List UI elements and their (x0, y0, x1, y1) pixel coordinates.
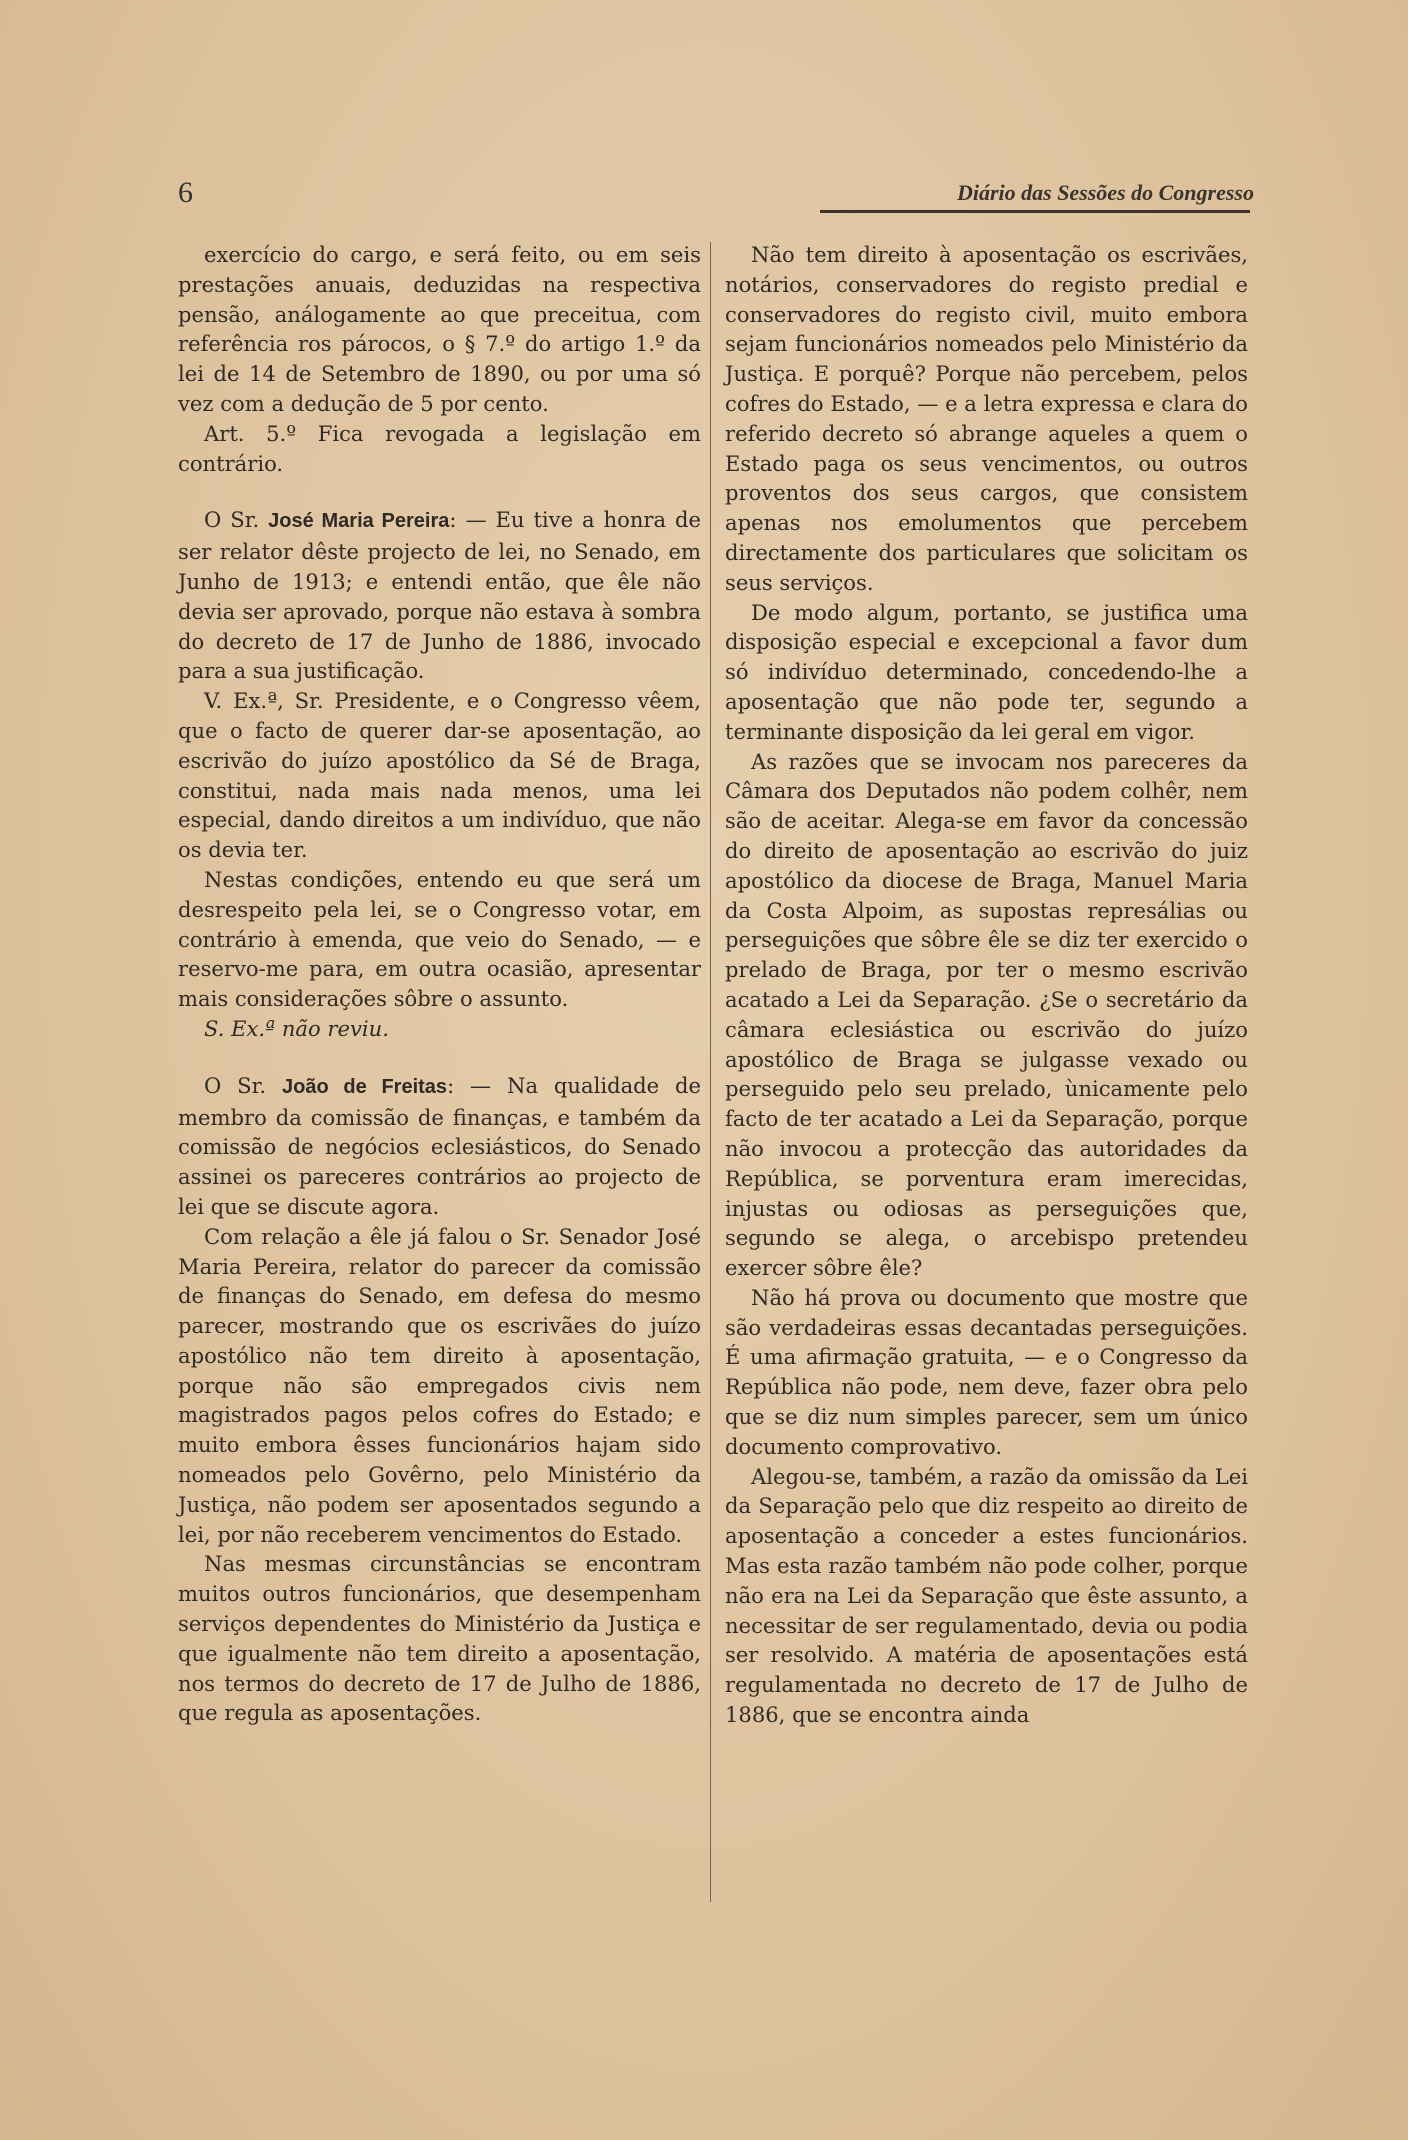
speaker-name: João de Freitas (281, 1075, 448, 1098)
right-column (725, 240, 1248, 1730)
left-column (178, 240, 701, 1728)
column-divider (710, 242, 711, 1902)
speech-opening (178, 505, 701, 686)
paragraph: As razões que se invocam nos pareceres da Câmara dos Deputados não podem colhêr, nem são de aceitar. Alega-se em favor da concessão do direito de aposentação ao escrivão do juiz apostólico da diocese de Braga, Manuel Maria da Costa Alpoim, as supostas represálias ou perseguições que sôbre êle se diz ter exercido o prelado de Braga, por ter o mesmo escrivão acatado a Lei da Separação. ¿Se o secretário da câmara eclesiástica ou escrivão do juízo apostólico de Braga se julgasse vexado ou perseguido pelo seu prelado, ùnicamente pelo facto de ter acatado a Lei da Separação, porque não invocou a protecção das autoridades da República, se porventura eram imerecidas, injustas ou odiosas as perseguições que, segundo se alega, o arcebispo pretendeu exercer sôbre êle? (725, 748, 1248, 1281)
paragraph: Não há prova ou documento que mostre que são verdadeiras essas decantadas perseguições. É uma afirmação gratuita, — e o Congresso da República não pode, nem deve, fazer obra pelo que se diz num simples parecer, sem um único documento comprovativo. (725, 1284, 1248, 1459)
speaker-name: José Maria Pereira (268, 510, 450, 533)
paragraph: De modo algum, portanto, se justifica uma disposição especial e excepcional a favor dum só indivíduo determinado, concedendo-lhe a aposentação que não pode ter, segundo a terminante disposição da lei geral em vigor. (725, 599, 1248, 744)
paragraph: exercício do cargo, e será feito, ou em seis prestações anuais, deduzidas na respectiva pensão, análogamente ao que preceitua, com referência ros párocos, o § 7.º do artigo 1.º da lei de 14 de Setembro de 1890, ou por uma só vez com a dedução de 5 por cento. (178, 242, 701, 416)
paragraph: Com relação a êle já falou o Sr. Senador José Maria Pereira, relator do parecer da comissão de finanças do Senado, em defesa do mesmo parecer, mostrando que os escrivães do juízo apostólico não tem direito à aposentação, porque não são empregados civis nem magistrados pagos pelos cofres do Estado; e muito embora êsses funcionários hajam sido nomeados pelo Govêrno, pelo Ministério da Justiça, não podem ser aposentados segundo a lei, por não receberem vencimentos do Estado. (178, 1223, 701, 1547)
speech-text: : — Na qualidade de membro da comissão de finanças, e também da comissão de negócios eclesiásticos, do Senado assinei os pareceres contrários ao projecto de lei que se discute agora. (178, 1072, 702, 1219)
page-number: 6 (178, 176, 193, 209)
paragraph: Art. 5.º Fica revogada a legislação em contrário. (178, 420, 701, 476)
speech-text: : — Eu tive a honra de ser relator dêste projecto de lei, no Senado, em Junho de 1913; e entendi então, que êle não devia ser aprovado, porque não estava à sombra do decreto de 17 de Junho de 1886, invocado para a sua justificação. (178, 507, 702, 684)
revision-note: S. Ex.ª não reviu. (204, 1015, 389, 1041)
paragraph: Nas mesmas circunstâncias se encontram muitos outros funcionários, que desempenham serviços dependentes do Ministério da Justiça e que igualmente não tem direito a aposentação, nos termos do decreto de 17 de Julho de 1886, que regula as aposentações. (178, 1551, 701, 1726)
header-rule (820, 210, 1250, 213)
running-title: Diário das Sessões do Congresso (956, 180, 1254, 205)
speech-opening (178, 1071, 701, 1222)
paragraph: Não tem direito à aposentação os escrivães, notários, conservadores do registo predial e conservadores do registo civil, muito embora sejam funcionários nomeados pelo Ministério da Justiça. E porquê? Porque não percebem, pelos cofres do Estado, — e a letra expressa e clara do referido decreto só abrange aqueles a quem o Estado paga os seus vencimentos, ou outros proventos dos seus cargos, que consistem apenas nos emolumentos que percebem directamente dos particulares que solicitam os seus serviços. (725, 242, 1248, 595)
paragraph: Nestas condições, entendo eu que será um desrespeito pela lei, se o Congresso votar, em contrário à emenda, que veio do Senado, — e reservo-me para, em outra ocasião, apresentar mais considerações sôbre o assunto. (178, 866, 701, 1012)
paragraph: Alegou-se, também, a razão da omissão da Lei da Separação pelo que diz respeito ao direito de aposentação a conceder a estes funcionários. Mas esta razão também não pode colher, porque não era na Lei da Separação que êste assunto, a necessitar de ser regulamentado, devia ou podia ser resolvido. A matéria de aposentações está regulamentada no decreto de 17 de Julho de 1886, que se encontra ainda (725, 1463, 1248, 1728)
speech-prefix: O Sr. (204, 1072, 282, 1098)
paragraph: V. Ex.ª, Sr. Presidente, e o Congresso vêem, que o facto de querer dar-se aposentação, ao escrivão do juízo apostólico da Sé de Braga, constitui, nada mais nada menos, uma lei especial, dando direitos a um indivíduo, que não os devia ter. (178, 688, 701, 863)
speech-prefix: O Sr. (204, 507, 269, 533)
